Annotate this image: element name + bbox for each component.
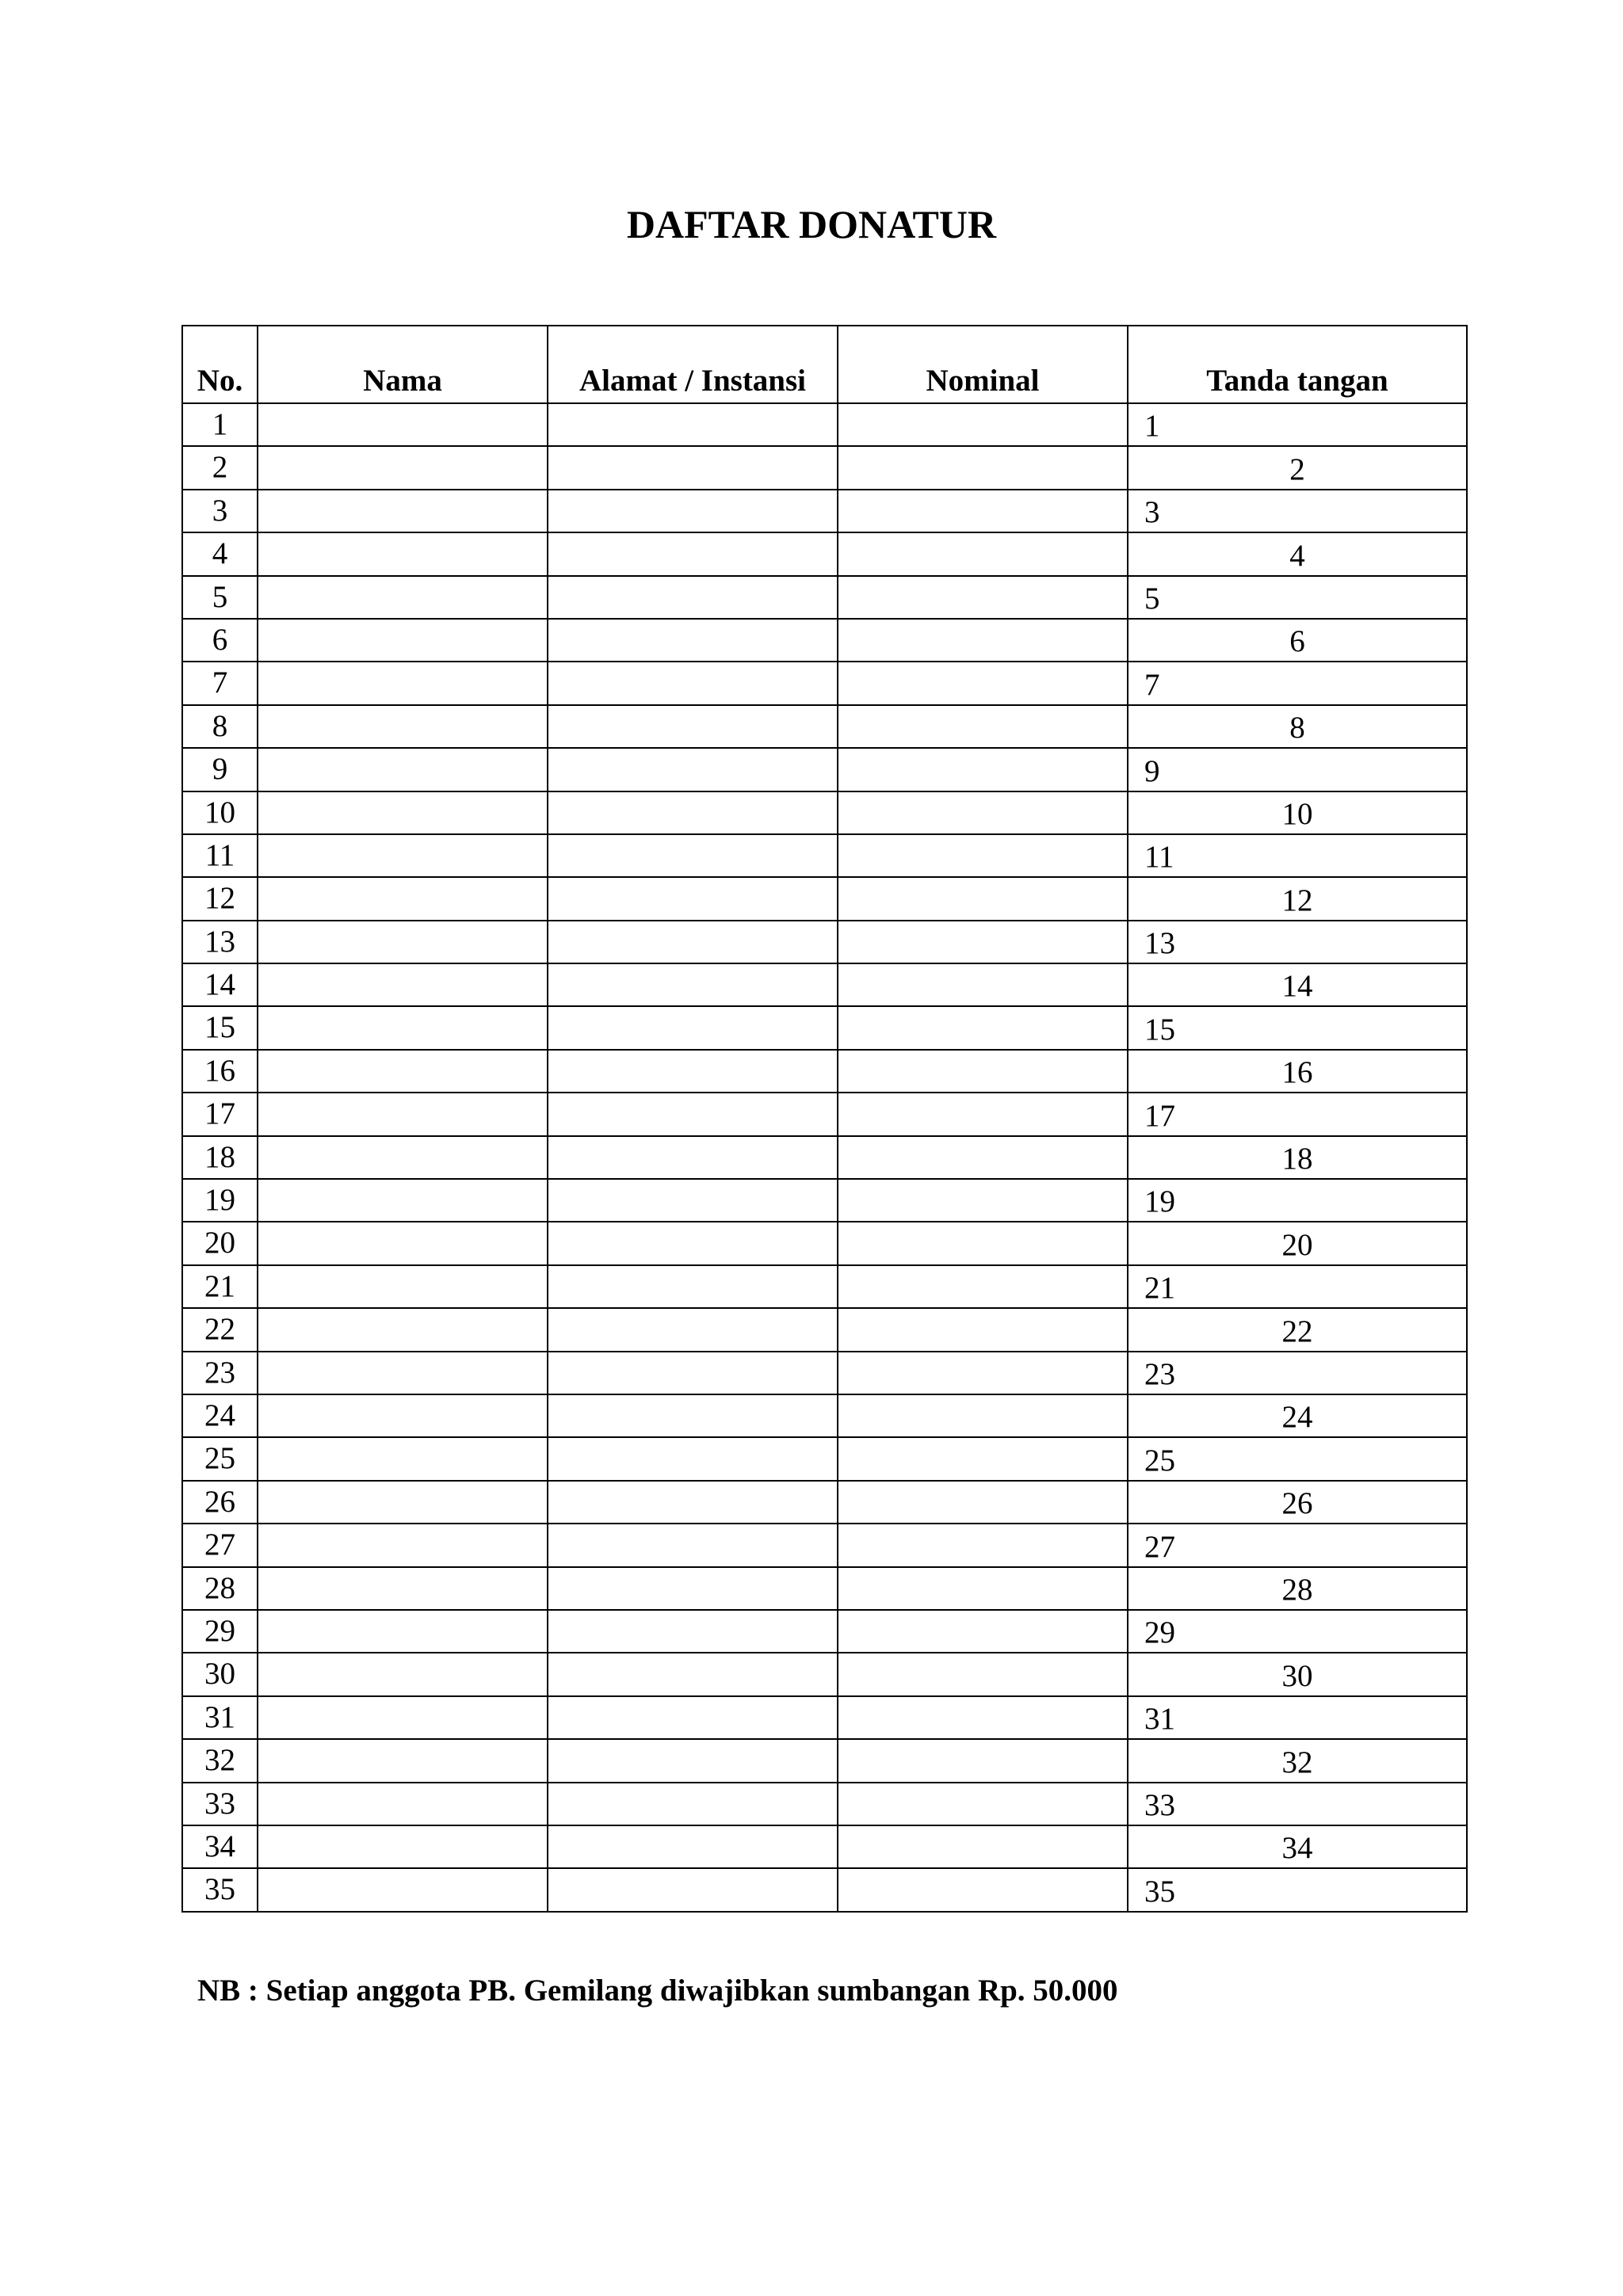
nominal-cell [838,1352,1128,1394]
table-row [182,619,1467,662]
table-row [182,1050,1467,1093]
row-number: 33 [182,1783,258,1825]
address-cell [548,748,838,791]
header-tanda-tangan: Tanda tangan [1128,326,1467,403]
address-cell [548,1352,838,1394]
row-number: 31 [182,1696,258,1739]
nominal-cell [838,532,1128,575]
address-cell [548,1524,838,1566]
signature-cell: 20 [1128,1222,1467,1264]
nominal-cell [838,963,1128,1006]
table-row [182,1093,1467,1135]
row-number: 22 [182,1308,258,1351]
table-row [182,576,1467,619]
name-cell [258,1050,548,1093]
signature-cell: 10 [1128,791,1467,834]
name-cell [258,791,548,834]
table-row [182,1136,1467,1179]
table-row [182,1265,1467,1308]
table-row [182,1437,1467,1480]
address-cell [548,1481,838,1524]
nominal-cell [838,1308,1128,1351]
address-cell [548,532,838,575]
row-number: 14 [182,963,258,1006]
nominal-cell [838,1825,1128,1868]
signature-cell: 2 [1128,446,1467,489]
nominal-cell [838,1050,1128,1093]
row-number: 11 [182,834,258,877]
address-cell [548,791,838,834]
name-cell [258,490,548,532]
nominal-cell [838,1481,1128,1524]
table-row [182,1394,1467,1437]
row-number: 8 [182,705,258,748]
address-cell [548,1179,838,1222]
signature-cell: 18 [1128,1136,1467,1179]
signature-cell: 14 [1128,963,1467,1006]
nominal-cell [838,834,1128,877]
nominal-cell [838,748,1128,791]
address-cell [548,1567,838,1610]
address-cell [548,1868,838,1911]
address-cell [548,1050,838,1093]
table-row [182,963,1467,1006]
row-number: 25 [182,1437,258,1480]
header-alamat: Alamat / Instansi [548,326,838,403]
signature-cell: 17 [1128,1093,1467,1135]
header-nominal: Nominal [838,326,1128,403]
nominal-cell [838,1567,1128,1610]
row-number: 20 [182,1222,258,1264]
table-row [182,748,1467,791]
name-cell [258,1868,548,1911]
header-no: No. [182,326,258,403]
name-cell [258,1481,548,1524]
table-row [182,1179,1467,1222]
signature-cell: 13 [1128,921,1467,963]
table-row [182,834,1467,877]
nominal-cell [838,662,1128,704]
table-row [182,446,1467,489]
nominal-cell [838,1524,1128,1566]
address-cell [548,1136,838,1179]
table-row [182,705,1467,748]
nominal-cell [838,1136,1128,1179]
table-row [182,1653,1467,1695]
signature-cell: 9 [1128,748,1467,791]
row-number: 21 [182,1265,258,1308]
nominal-cell [838,1394,1128,1437]
nominal-cell [838,490,1128,532]
name-cell [258,1825,548,1868]
address-cell [548,1006,838,1049]
nominal-cell [838,1265,1128,1308]
address-cell [548,1825,838,1868]
nominal-cell [838,1179,1128,1222]
signature-cell: 28 [1128,1567,1467,1610]
row-number: 4 [182,532,258,575]
row-number: 28 [182,1567,258,1610]
address-cell [548,1222,838,1264]
signature-cell: 32 [1128,1739,1467,1782]
signature-cell: 16 [1128,1050,1467,1093]
name-cell [258,1093,548,1135]
address-cell [548,705,838,748]
signature-cell: 19 [1128,1179,1467,1222]
name-cell [258,921,548,963]
table-row [182,1308,1467,1351]
name-cell [258,1783,548,1825]
name-cell [258,834,548,877]
table-row [182,1825,1467,1868]
table-row [182,1739,1467,1782]
address-cell [548,662,838,704]
row-number: 35 [182,1868,258,1911]
table-row [182,791,1467,834]
nominal-cell [838,1868,1128,1911]
table-row [182,921,1467,963]
table-row [182,403,1467,446]
table-row [182,1222,1467,1264]
address-cell [548,921,838,963]
address-cell [548,1610,838,1653]
row-number: 5 [182,576,258,619]
page-title: DAFTAR DONATUR [626,202,997,246]
nominal-cell [838,403,1128,446]
nominal-cell [838,1006,1128,1049]
name-cell [258,748,548,791]
signature-cell: 29 [1128,1610,1467,1653]
header-nama: Nama [258,326,548,403]
name-cell [258,1437,548,1480]
signature-cell: 3 [1128,490,1467,532]
signature-cell: 6 [1128,619,1467,662]
signature-cell: 25 [1128,1437,1467,1480]
signature-cell: 33 [1128,1783,1467,1825]
nominal-cell [838,1222,1128,1264]
row-number: 34 [182,1825,258,1868]
row-number: 24 [182,1394,258,1437]
table-row [182,1481,1467,1524]
row-number: 2 [182,446,258,489]
row-number: 12 [182,877,258,920]
name-cell [258,1696,548,1739]
name-cell [258,1006,548,1049]
nominal-cell [838,576,1128,619]
signature-cell: 12 [1128,877,1467,920]
signature-cell: 31 [1128,1696,1467,1739]
name-cell [258,1308,548,1351]
address-cell [548,576,838,619]
nominal-cell [838,791,1128,834]
table-row [182,1352,1467,1394]
address-cell [548,1653,838,1695]
nominal-cell [838,705,1128,748]
table-header-row [182,326,1467,403]
address-cell [548,1394,838,1437]
row-number: 26 [182,1481,258,1524]
nominal-cell [838,1093,1128,1135]
signature-cell: 22 [1128,1308,1467,1351]
name-cell [258,705,548,748]
address-cell [548,877,838,920]
row-number: 18 [182,1136,258,1179]
name-cell [258,1222,548,1264]
row-number: 29 [182,1610,258,1653]
name-cell [258,1567,548,1610]
signature-cell: 35 [1128,1868,1467,1911]
row-number: 32 [182,1739,258,1782]
name-cell [258,619,548,662]
name-cell [258,662,548,704]
name-cell [258,963,548,1006]
name-cell [258,576,548,619]
name-cell [258,1352,548,1394]
address-cell [548,1696,838,1739]
signature-cell: 24 [1128,1394,1467,1437]
signature-cell: 1 [1128,403,1467,446]
table-row [182,1524,1467,1566]
table-row [182,662,1467,704]
name-cell [258,1524,548,1566]
signature-cell: 27 [1128,1524,1467,1566]
name-cell [258,1179,548,1222]
name-cell [258,1653,548,1695]
signature-cell: 5 [1128,576,1467,619]
nominal-cell [838,1739,1128,1782]
signature-cell: 7 [1128,662,1467,704]
nominal-cell [838,619,1128,662]
name-cell [258,403,548,446]
table-body [182,403,1467,1912]
address-cell [548,403,838,446]
row-number: 9 [182,748,258,791]
donor-table [181,325,1468,1913]
name-cell [258,1394,548,1437]
signature-cell: 15 [1128,1006,1467,1049]
nominal-cell [838,1783,1128,1825]
name-cell [258,1739,548,1782]
table-row [182,490,1467,532]
signature-cell: 11 [1128,834,1467,877]
row-number: 16 [182,1050,258,1093]
name-cell [258,532,548,575]
address-cell [548,446,838,489]
table-row [182,1783,1467,1825]
address-cell [548,963,838,1006]
table-row [182,1006,1467,1049]
name-cell [258,1265,548,1308]
signature-cell: 4 [1128,532,1467,575]
row-number: 6 [182,619,258,662]
address-cell [548,619,838,662]
nominal-cell [838,877,1128,920]
row-number: 7 [182,662,258,704]
footnote: NB : Setiap anggota PB. Gemilang diwajibkan sumbangan Rp. 50.000 [197,1974,1118,2008]
row-number: 10 [182,791,258,834]
row-number: 17 [182,1093,258,1135]
table-row [182,877,1467,920]
row-number: 15 [182,1006,258,1049]
row-number: 27 [182,1524,258,1566]
row-number: 19 [182,1179,258,1222]
name-cell [258,877,548,920]
table-row [182,1696,1467,1739]
address-cell [548,1739,838,1782]
name-cell [258,1610,548,1653]
row-number: 30 [182,1653,258,1695]
address-cell [548,1437,838,1480]
name-cell [258,1136,548,1179]
signature-cell: 26 [1128,1481,1467,1524]
row-number: 1 [182,403,258,446]
name-cell [258,446,548,489]
signature-cell: 8 [1128,705,1467,748]
nominal-cell [838,1437,1128,1480]
nominal-cell [838,1653,1128,1695]
signature-cell: 21 [1128,1265,1467,1308]
table-row [182,532,1467,575]
address-cell [548,490,838,532]
nominal-cell [838,921,1128,963]
address-cell [548,1308,838,1351]
address-cell [548,1265,838,1308]
table-row [182,1868,1467,1911]
nominal-cell [838,1610,1128,1653]
row-number: 23 [182,1352,258,1394]
table-row [182,1567,1467,1610]
nominal-cell [838,1696,1128,1739]
signature-cell: 30 [1128,1653,1467,1695]
row-number: 3 [182,490,258,532]
address-cell [548,1783,838,1825]
address-cell [548,834,838,877]
table-row [182,1610,1467,1653]
row-number: 13 [182,921,258,963]
signature-cell: 23 [1128,1352,1467,1394]
address-cell [548,1093,838,1135]
nominal-cell [838,446,1128,489]
signature-cell: 34 [1128,1825,1467,1868]
